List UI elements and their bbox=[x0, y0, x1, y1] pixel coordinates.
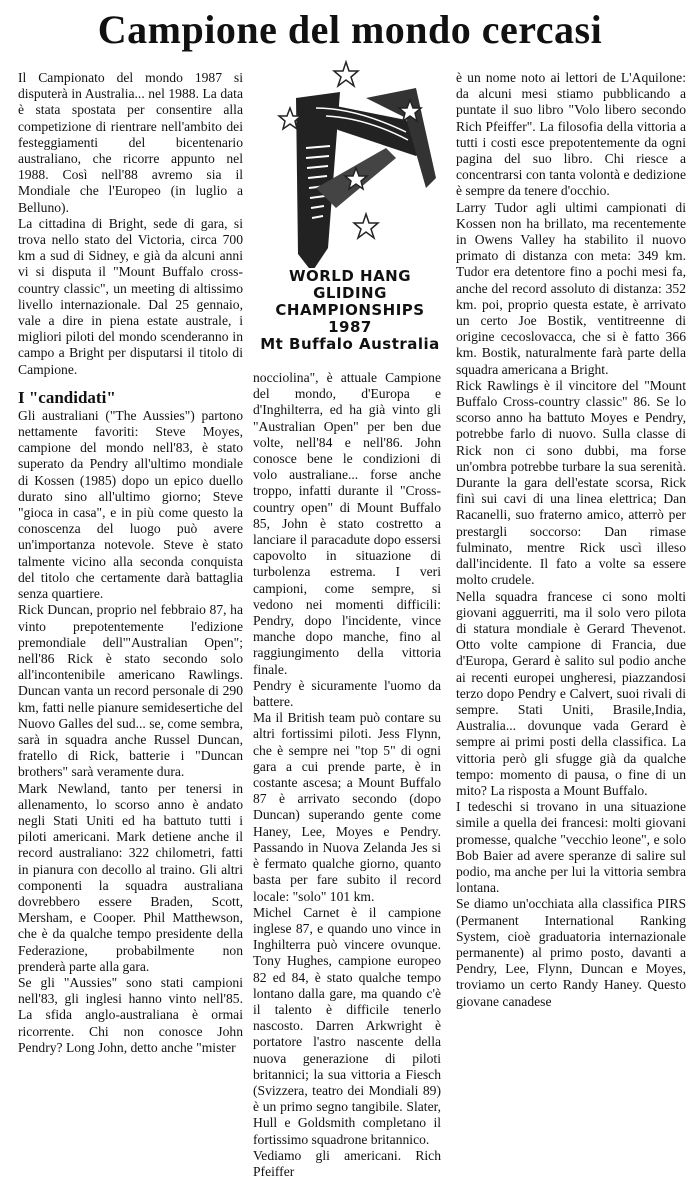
article-title: Campione del mondo cercasi bbox=[97, 7, 603, 52]
paragraph: Il Campionato del mondo 1987 si disputerà in Australia... nel 1988. La data è stata spostata per consentire alla competizione di rientrare nell'ambito dei festeggiamenti del bicentenario australiano, che ricorre appunto nel 1988. Così nell'88 avremo sia il Mondiale che l'Europeo (in luglio a Belluno). bbox=[18, 70, 243, 215]
article-column-2 bbox=[253, 370, 441, 1180]
banner-line: CHAMPIONSHIPS 1987 bbox=[275, 301, 425, 336]
paragraph: è un nome noto ai lettori de L'Aquilone: da alcuni mesi stiamo pubblicando a puntate il suo libro "Volo libero secondo Rich Pfeiffer". La filosofia della vittoria a tutti i costi esce prepotentemente da ogni pagina del suo libro. Chi riesce a concentrarsi con tanta volontà e dedizione è sempre da tenere d'occhio. bbox=[456, 70, 686, 199]
paragraph: Ma il British team può contare su altri fortissimi piloti. Jess Flynn, che è sempre nei "top 5" di ogni gara a cui prende parte, è in costante ascesa; a Mount Buffalo 87 è arrivato secondo (dopo Duncan) superando gente come Haney, Lee, Moyes e Pendry. Passando in Nuova Zelanda Jes si è fermato qualche giorno, quanto basta per fare subito il record locale: "solo" 101 km. bbox=[253, 710, 441, 904]
paragraph: Nella squadra francese ci sono molti giovani agguerriti, ma il solo vero pilota di statura mondiale è Gerard Thevenot. Otto volte campione di Francia, due d'Europa, Gerard è salito sul podio anche ai recenti europei ungheresi, piazzandosi terzo dopo Pendry e Calvert, suoi rivali di sempre. Stati Uniti, Brasile,India, Australia... dovunque vada Gerard è sempre ai primi posti della classifica. La vittoria però gli sfugge già da qualche tempo: momento di pausa, o fine di un mito? La risposta a Mount Buffalo. bbox=[456, 588, 686, 798]
banner-line: WORLD HANG GLIDING bbox=[288, 267, 412, 302]
article-column-1 bbox=[18, 70, 243, 1056]
paragraph: Mark Newland, tanto per tenersi in allenamento, lo scorso anno è andato negli Stati Uniti ed ha battuto tutti i piloti americani. Mark detiene anche il record australiano: 322 chilometri, fatti in pianura con decollo al traino. Gli altri componenti la squadra australiana dovrebbero essere Braden, Scott, Mersham, e Cooper. Phil Matthewson, che è da qualche tempo presidente della Federazione, probabilmente non prenderà parte alla gara. bbox=[18, 780, 243, 974]
boomerang-with-stars-icon bbox=[256, 58, 444, 268]
paragraph: Larry Tudor agli ultimi campionati di Kossen non ha brillato, ma recentemente in Owens Valley ha stabilito il nuovo primato di distanza con meta: 349 km. Tudor era detentore fino a pochi mesi fa, anche del record assoluto di distanza: 352 km. poi, proprio questa estate, è arrivato un certo Joe Bostik, ventitreenne di origine cecoslovacca, che si è fatto 366 km. Bostik, naturalmente farà parte della squadra americana a Bright. bbox=[456, 199, 686, 377]
paragraph: Se gli "Aussies" sono stati campioni nell'83, gli inglesi hanno vinto nell'85. La sfida anglo-australiana è ormai ricorrente. Chi non conosce John Pendry? Long John, detto anche "mister bbox=[18, 974, 243, 1055]
paragraph: Rick Duncan, proprio nel febbraio 87, ha vinto prepotentemente l'edizione premondiale dell'"Australian Open"; nell'86 Rick è stato secondo solo all'incontenibile americano Rawlings. Duncan vanta un record personale di 290 km, fatti nelle pianure semidesertiche del Nuovo Galles del sud... se, come sembra, sarà in squadra anche Russel Duncan, fratello di Rick, batterie i "Duncan brothers" sarà veramente dura. bbox=[18, 602, 243, 780]
banner-line: Mt Buffalo Australia bbox=[260, 335, 440, 353]
championship-banner bbox=[256, 268, 444, 353]
section-heading: I "candidati" bbox=[18, 387, 116, 407]
paragraph: I tedeschi si trovano in una situazione simile a quella dei francesi: molti giovani promesse, qualche "vecchio leone", e solo Bob Baier ad avere speranze di salire sul podio, ma anche per lui la vittoria sembra lontana. bbox=[456, 799, 686, 896]
article-column-3 bbox=[456, 70, 686, 1010]
paragraph: nocciolina", è attuale Campione del mondo, d'Europa e d'Inghilterra, ed ha già vinto gli "Australian Open" per ben due volte, nell'84 e nell'86. John conosce bene le condizioni di volo australiane... forse anche troppo, infatti durante il "Cross-country open" di Mount Buffalo 85, John è stato costretto a lanciare il paracadute dopo essersi capovolto in situazione di turbolenza estrema. I veri campioni, come sempre, si vedono nei momenti difficili: Pendry, dopo l'incidente, vince manche dopo manche, fino al raggiungimento della vittoria finale. bbox=[253, 370, 441, 677]
paragraph: Rick Rawlings è il vincitore del "Mount Buffalo Cross-country classic" 86. Se lo scorso anno ha battuto Moyes e Pendry, potrebbe farlo di nuovo. Sulla classe di Rick non ci sono dubbi, ma forse un'ombra potrebbe turbare la sua serenità. Durante la gara dell'estate scorsa, Rick finì sui cavi di una linea elettrica; Dan Racanelli, suo fraterno amico, atterrò per prestargli soccorso: Dan rimase fulminato, mentre Rick uscì illeso dall'incidente. Il fato a volte sa essere molto crudele. bbox=[456, 377, 686, 588]
paragraph: Michel Carnet è il campione inglese 87, e quando uno vince in Inghilterra può vincere ovunque. Tony Hughes, campione europeo 82 ed 84, è stato qualche tempo lontano dalla gare, ma quando c'è il talento è difficile tenerlo nascosto. Darren Arkwright è portatore l'astro nascente della nuova generazione di piloti britannici; la sua vittoria a Fiesch (Svizzera, teatro dei Mondiali 89) è un primo segno tangibile. Slater, Hull e Goldsmith completano il fortissimo squadrone britannico. bbox=[253, 904, 441, 1147]
paragraph: Vediamo gli americani. Rich Pfeiffer bbox=[253, 1147, 441, 1179]
paragraph: La cittadina di Bright, sede di gara, si trova nello stato del Victoria, circa 700 km a sud di Sidney, e già da alcuni anni vi si disputa il "Mount Buffalo cross-country classic", un meeting di altissimo livello internazionale. Dal 25 gennaio, vale a dire in piena estate australe, i migliori piloti del mondo scenderanno in campo a Bright per disputarsi il titolo di Campione. bbox=[18, 215, 243, 377]
paragraph: Gli australiani ("The Aussies") partono nettamente favoriti: Steve Moyes, campione del mondo nell'83, è stato superato da Pendry all'ultimo mondiale di Kossen (1985) dopo un epico duello durato sino all'ultimo giorno; Steve "gioca in casa", e in più come questo la conoscenza del luogo può avere un'importanza notevole. Steve è stato talmente vicino alla seconda conquista del titolo che certamente darà battaglia senza quartiere. bbox=[18, 407, 243, 602]
paragraph: Pendry è sicuramente l'uomo da battere. bbox=[253, 677, 441, 710]
paragraph: Se diamo un'occhiata alla classifica PIRS (Permanent International Ranking System, cioè graduatoria internazionale permanente) al primo posto, davanti a Pendry, Lee, Flynn, Duncan e Moyes, troviamo un certo Randy Haney. Questo giovane canadese bbox=[456, 896, 686, 1009]
